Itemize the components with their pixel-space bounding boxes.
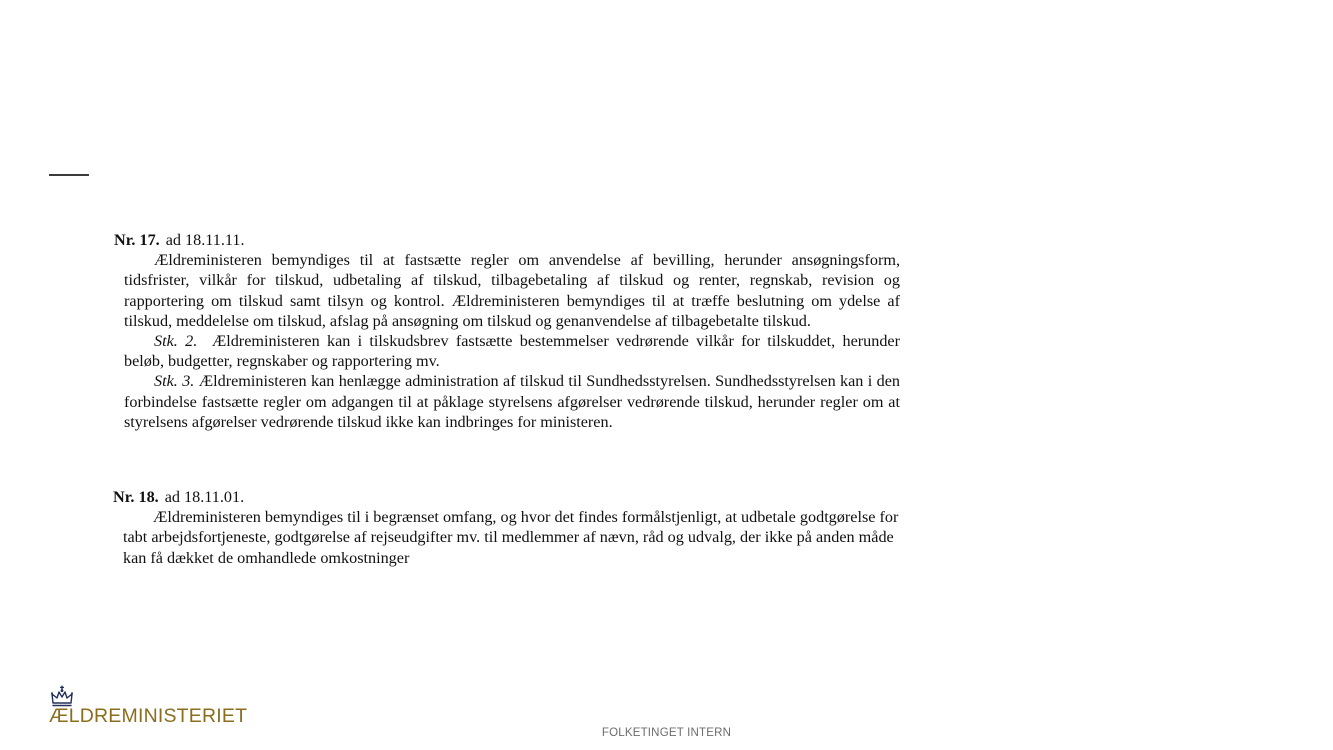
paragraph xyxy=(124,371,900,432)
stk-label: Stk. 3. xyxy=(154,372,195,391)
logo-wordmark: ÆLDREMINISTERIET xyxy=(49,705,248,727)
section-reference: ad 18.11.11. xyxy=(165,231,245,249)
section-body xyxy=(123,507,899,568)
section-heading xyxy=(114,230,900,250)
paragraph-text: Ældreministeren bemyndiges til at fastsætte regler om anvendelse af bevilling, herunder ansøgningsform, tidsfrister, vilkår for tilskud, udbetaling af tilskud, tilbagebetaling af tilskud og renter, regnskab, revision og rapportering om tilskud samt tilsyn og kontrol. Ældreministeren bemyndiges til at træffe beslutning om ydelse af tilskud, meddelelse om tilskud, afslag på ansøgning om tilskud og genanvendelse af tilbagebetalte tilskud. xyxy=(124,251,900,330)
section-heading xyxy=(113,487,899,507)
section-number: Nr. 17. xyxy=(114,231,160,249)
paragraph-text: Ældreministeren bemyndiges til i begrænset omfang, og hvor det findes formålstjenligt, at udbetale godtgørelse for tabt arbejdsfortjeneste, godtgørelse af rejseudgifter mv. til medlemmer af nævn, råd og udvalg, der ikke på anden måde kan få dækket de omhandlede omkostninger xyxy=(123,508,899,567)
paragraph-text: Ældreministeren kan henlægge administration af tilskud til Sundhedsstyrelsen. Sundhedsstyrelsen kan i den forbindelse fastsætte regler om adgangen til at påklage styrelsens afgørelser vedrørende tilskud, herunder regler om at styrelsens afgørelser vedrørende tilskud ikke kan indbringes for ministeren. xyxy=(124,372,901,431)
footer-classification: FOLKETINGET INTERN xyxy=(601,727,732,739)
section-reference: ad 18.11.01. xyxy=(164,488,245,506)
section-nr-18 xyxy=(113,487,899,568)
stk-label: Stk. 2. xyxy=(154,332,198,351)
paragraph xyxy=(124,331,900,371)
accent-rule xyxy=(49,174,89,176)
crown-icon xyxy=(50,685,74,707)
paragraph xyxy=(123,507,899,568)
section-nr-17 xyxy=(114,230,900,432)
paragraph-text: Ældreministeren kan i tilskudsbrev fastsætte bestemmelser vedrørende vilkår for tilskuddet, herunder beløb, budgetter, regnskaber og rapportering mv. xyxy=(124,332,901,371)
paragraph xyxy=(124,250,900,331)
section-body xyxy=(124,250,900,432)
section-number: Nr. 18. xyxy=(113,488,159,506)
